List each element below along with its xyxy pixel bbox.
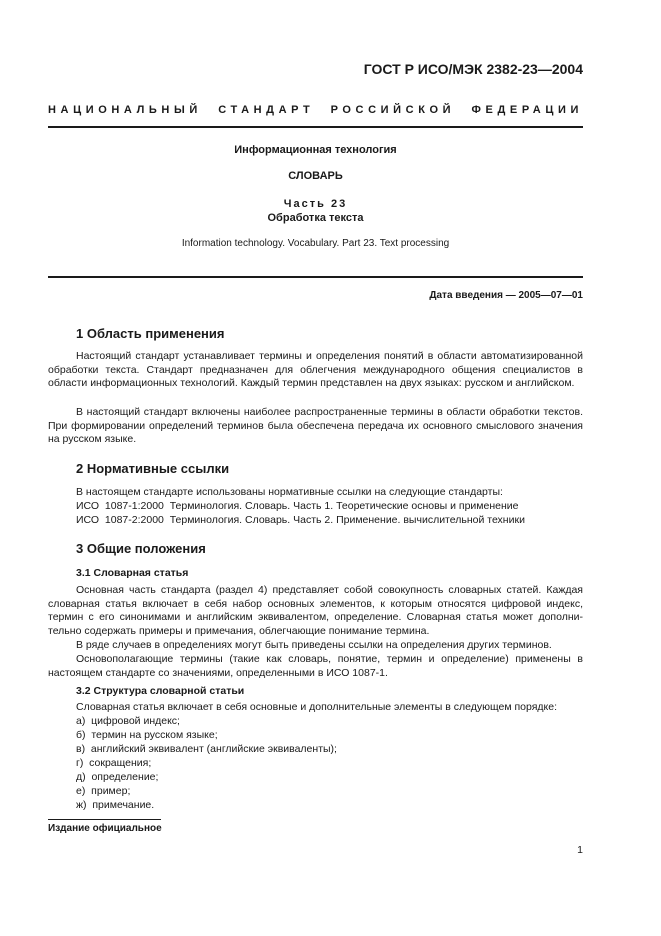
reference-item: ИСО 1087-1:2000 Терминология. Словарь. Часть 1. Теоретические основы и применение bbox=[76, 500, 519, 512]
list-item: б) термин на русском языке; bbox=[76, 729, 218, 741]
footer-rule bbox=[48, 819, 161, 820]
subsection-3-1-paragraph-3: Основополагающие термины (такие как словарь, понятие, термин и определение) применены в настоящем стандарте со значениями, определенными в ИСО 1087-1. bbox=[48, 653, 583, 679]
section-2-intro: В настоящем стандарте использованы нормативные ссылки на следующие стандарты: bbox=[76, 486, 503, 498]
section-1-paragraph-2: В настоящий стандарт включены наиболее распространенные термины в области обработки текстов. При формировании определений терминов была обеспечена передача их основного смыслового значения на русском языке. bbox=[48, 406, 583, 446]
section-2-heading: 2 Нормативные ссылки bbox=[76, 461, 230, 476]
section-3-heading: 3 Общие положения bbox=[76, 541, 206, 556]
section-1-heading: 1 Область применения bbox=[76, 326, 225, 341]
subsection-3-2-intro: Словарная статья включает в себя основные и дополнительные элементы в следующем порядке: bbox=[76, 701, 558, 713]
subsection-3-1-heading: 3.1 Словарная статья bbox=[76, 567, 189, 579]
reference-item: ИСО 1087-2:2000 Терминология. Словарь. Часть 2. Применение. вычислительной техники bbox=[76, 514, 525, 526]
list-item: ж) примечание. bbox=[76, 799, 155, 811]
title-part: Часть 23 bbox=[283, 198, 348, 210]
list-item: е) пример; bbox=[76, 785, 131, 797]
section-1-paragraph-1: Настоящий стандарт устанавливает термины и определения понятий в области автоматизированной обработки текста. Стандарт предназначен для облегчения международного общения специалистов в области информационных технологий. Каждый термин представлен на двух языках: русском и английском. bbox=[48, 350, 583, 390]
title-subject: Информационная технология bbox=[234, 144, 397, 156]
top-rule bbox=[48, 126, 583, 128]
title-english: Information technology. Vocabulary. Part 23. Text processing bbox=[181, 238, 450, 249]
official-edition-label: Издание официальное bbox=[48, 823, 162, 834]
effective-date: Дата введения — 2005—07—01 bbox=[429, 290, 583, 301]
standard-number: ГОСТ Р ИСО/МЭК 2382-23—2004 bbox=[363, 61, 583, 77]
list-item: г) сокращения; bbox=[76, 757, 152, 769]
subsection-3-1-paragraph-2: В ряде случаев в определениях могут быть приведены ссылки на определения других терминов. bbox=[76, 639, 552, 651]
list-item: д) определение; bbox=[76, 771, 159, 783]
page-number: 1 bbox=[577, 844, 583, 856]
title-bottom-rule bbox=[48, 276, 583, 278]
title-name: СЛОВАРЬ bbox=[288, 170, 343, 182]
list-item: в) английский эквивалент (английские эквиваленты); bbox=[76, 743, 337, 755]
national-standard-banner: НАЦИОНАЛЬНЫЙ СТАНДАРТ РОССИЙСКОЙ ФЕДЕРАЦИИ bbox=[48, 104, 583, 116]
list-item: а) цифровой индекс; bbox=[76, 715, 180, 727]
subsection-3-2-heading: 3.2 Структура словарной статьи bbox=[76, 685, 245, 697]
subsection-3-1-paragraph-1: Основная часть стандарта (раздел 4) представляет собой совокупность словарных статей. Каждая словарная статья включает в себя набор основных элементов, к которым относятся цифровой индекс, термин с его синонимами и английским эквивалентом, определение. Словарная статья может дополнительно содержать примеры и примечания, облегчающие понимание термина. bbox=[48, 584, 583, 637]
title-part-name: Обработка текста bbox=[267, 212, 364, 224]
